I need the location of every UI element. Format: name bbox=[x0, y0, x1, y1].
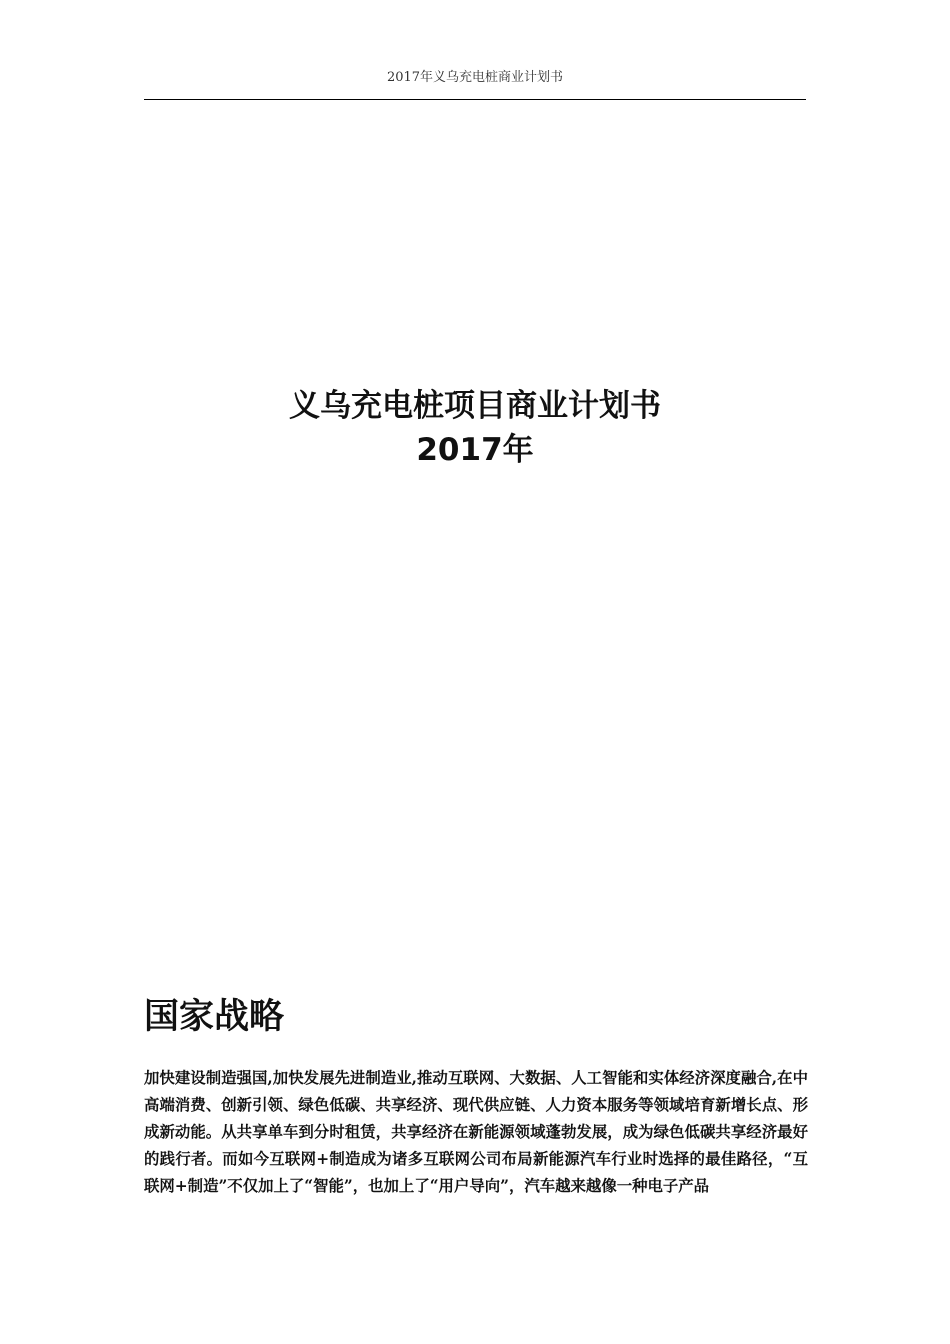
cover-title-line-2: 2017年 bbox=[416, 432, 534, 468]
section-heading: 国家战略 bbox=[144, 997, 285, 1037]
cover-title-line-1: 义乌充电桩项目商业计划书 bbox=[289, 388, 661, 424]
cover-title bbox=[0, 384, 950, 472]
running-header: 2017年义乌充电桩商业计划书 bbox=[386, 70, 564, 85]
body-paragraph: 加快建设制造强国,加快发展先进制造业,推动互联网、大数据、人工智能和实体经济深度融合,在中高端消费、创新引领、绿色低碳、共享经济、现代供应链、人力资本服务等领域培育新增长点、形成新动能。从共享单车到分时租赁，共享经济在新能源领域蓬勃发展，成为绿色低碳共享经济最好的践行者。而如今互联网+制造成为诸多互联网公司布局新能源汽车行业时选择的最佳路径，“互联网+制造”不仅加上了“智能”，也加上了“用户导向”，汽车越来越像一种电子产品 bbox=[144, 1069, 808, 1195]
header-divider bbox=[144, 99, 806, 100]
